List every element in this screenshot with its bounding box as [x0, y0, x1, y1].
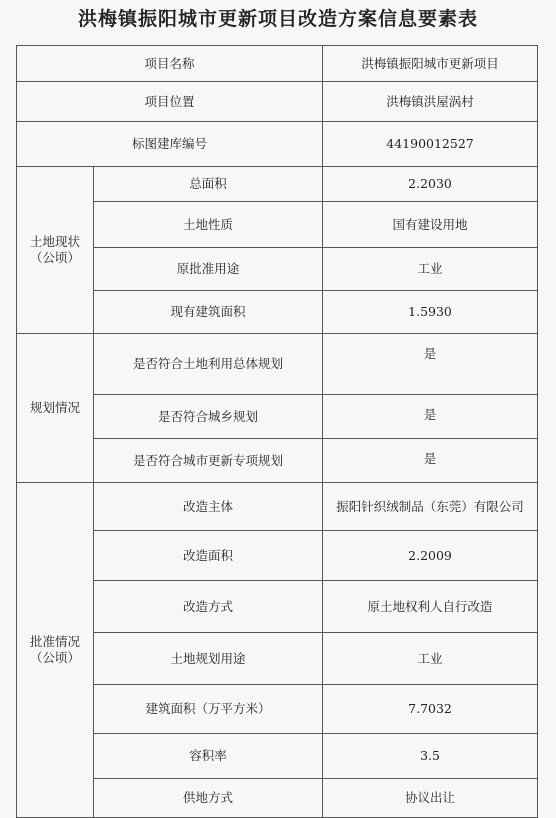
table-row	[17, 439, 538, 483]
row-label: 供地方式	[94, 779, 323, 818]
group-unit: （公顷）	[29, 250, 80, 265]
row-label: 是否符合城乡规划	[94, 395, 323, 439]
row-label: 是否符合城市更新专项规划	[94, 439, 323, 483]
row-label: 改造方式	[94, 581, 323, 633]
row-value: 国有建设用地	[323, 202, 538, 248]
group-cell-land-status	[17, 167, 94, 334]
table-row	[17, 334, 538, 395]
table-row	[17, 685, 538, 734]
row-value: 2.2009	[323, 531, 538, 581]
row-label: 总面积	[94, 167, 323, 202]
row-value: 3.5	[323, 734, 538, 779]
table-row	[17, 291, 538, 334]
table-row	[17, 82, 538, 122]
row-value: 工业	[323, 248, 538, 291]
document-title: 洪梅镇振阳城市更新项目改造方案信息要素表	[77, 8, 478, 30]
table-row	[17, 395, 538, 439]
row-value: 44190012527	[323, 122, 538, 167]
row-label: 标图建库编号	[17, 122, 323, 167]
table-row	[17, 167, 538, 202]
row-label: 原批准用途	[94, 248, 323, 291]
row-label: 是否符合土地利用总体规划	[94, 334, 323, 395]
group-label: 土地现状	[29, 234, 80, 250]
row-value: 原土地权利人自行改造	[323, 581, 538, 633]
row-value: 洪梅镇振阳城市更新项目	[323, 46, 538, 82]
table-row	[17, 248, 538, 291]
row-label: 现有建筑面积	[94, 291, 323, 334]
row-value: 是	[323, 439, 538, 483]
row-value: 振阳针织绒制品（东莞）有限公司	[323, 483, 538, 531]
row-label: 土地性质	[94, 202, 323, 248]
table-row	[17, 483, 538, 531]
row-label: 容积率	[94, 734, 323, 779]
row-value: 是	[323, 395, 538, 439]
group-label: 批准情况	[29, 634, 80, 650]
row-label: 改造面积	[94, 531, 323, 581]
table-row	[17, 202, 538, 248]
row-value: 是	[323, 334, 538, 395]
info-table	[16, 45, 538, 818]
row-value: 7.7032	[323, 685, 538, 734]
group-label: 规划情况	[29, 400, 80, 416]
row-value: 协议出让	[323, 779, 538, 818]
table-row	[17, 734, 538, 779]
row-label: 项目名称	[17, 46, 323, 82]
row-label: 土地规划用途	[94, 633, 323, 685]
table-row	[17, 46, 538, 82]
row-value: 2.2030	[323, 167, 538, 202]
row-label: 改造主体	[94, 483, 323, 531]
table-row	[17, 633, 538, 685]
table-row	[17, 531, 538, 581]
group-unit: （公顷）	[29, 650, 80, 665]
row-value: 1.5930	[323, 291, 538, 334]
group-cell-planning	[17, 334, 94, 483]
table-row	[17, 122, 538, 167]
row-label: 项目位置	[17, 82, 323, 122]
row-label: 建筑面积（万平方米）	[94, 685, 323, 734]
table-row	[17, 581, 538, 633]
row-value: 洪梅镇洪屋涡村	[323, 82, 538, 122]
group-cell-approval	[17, 483, 94, 818]
row-value: 工业	[323, 633, 538, 685]
